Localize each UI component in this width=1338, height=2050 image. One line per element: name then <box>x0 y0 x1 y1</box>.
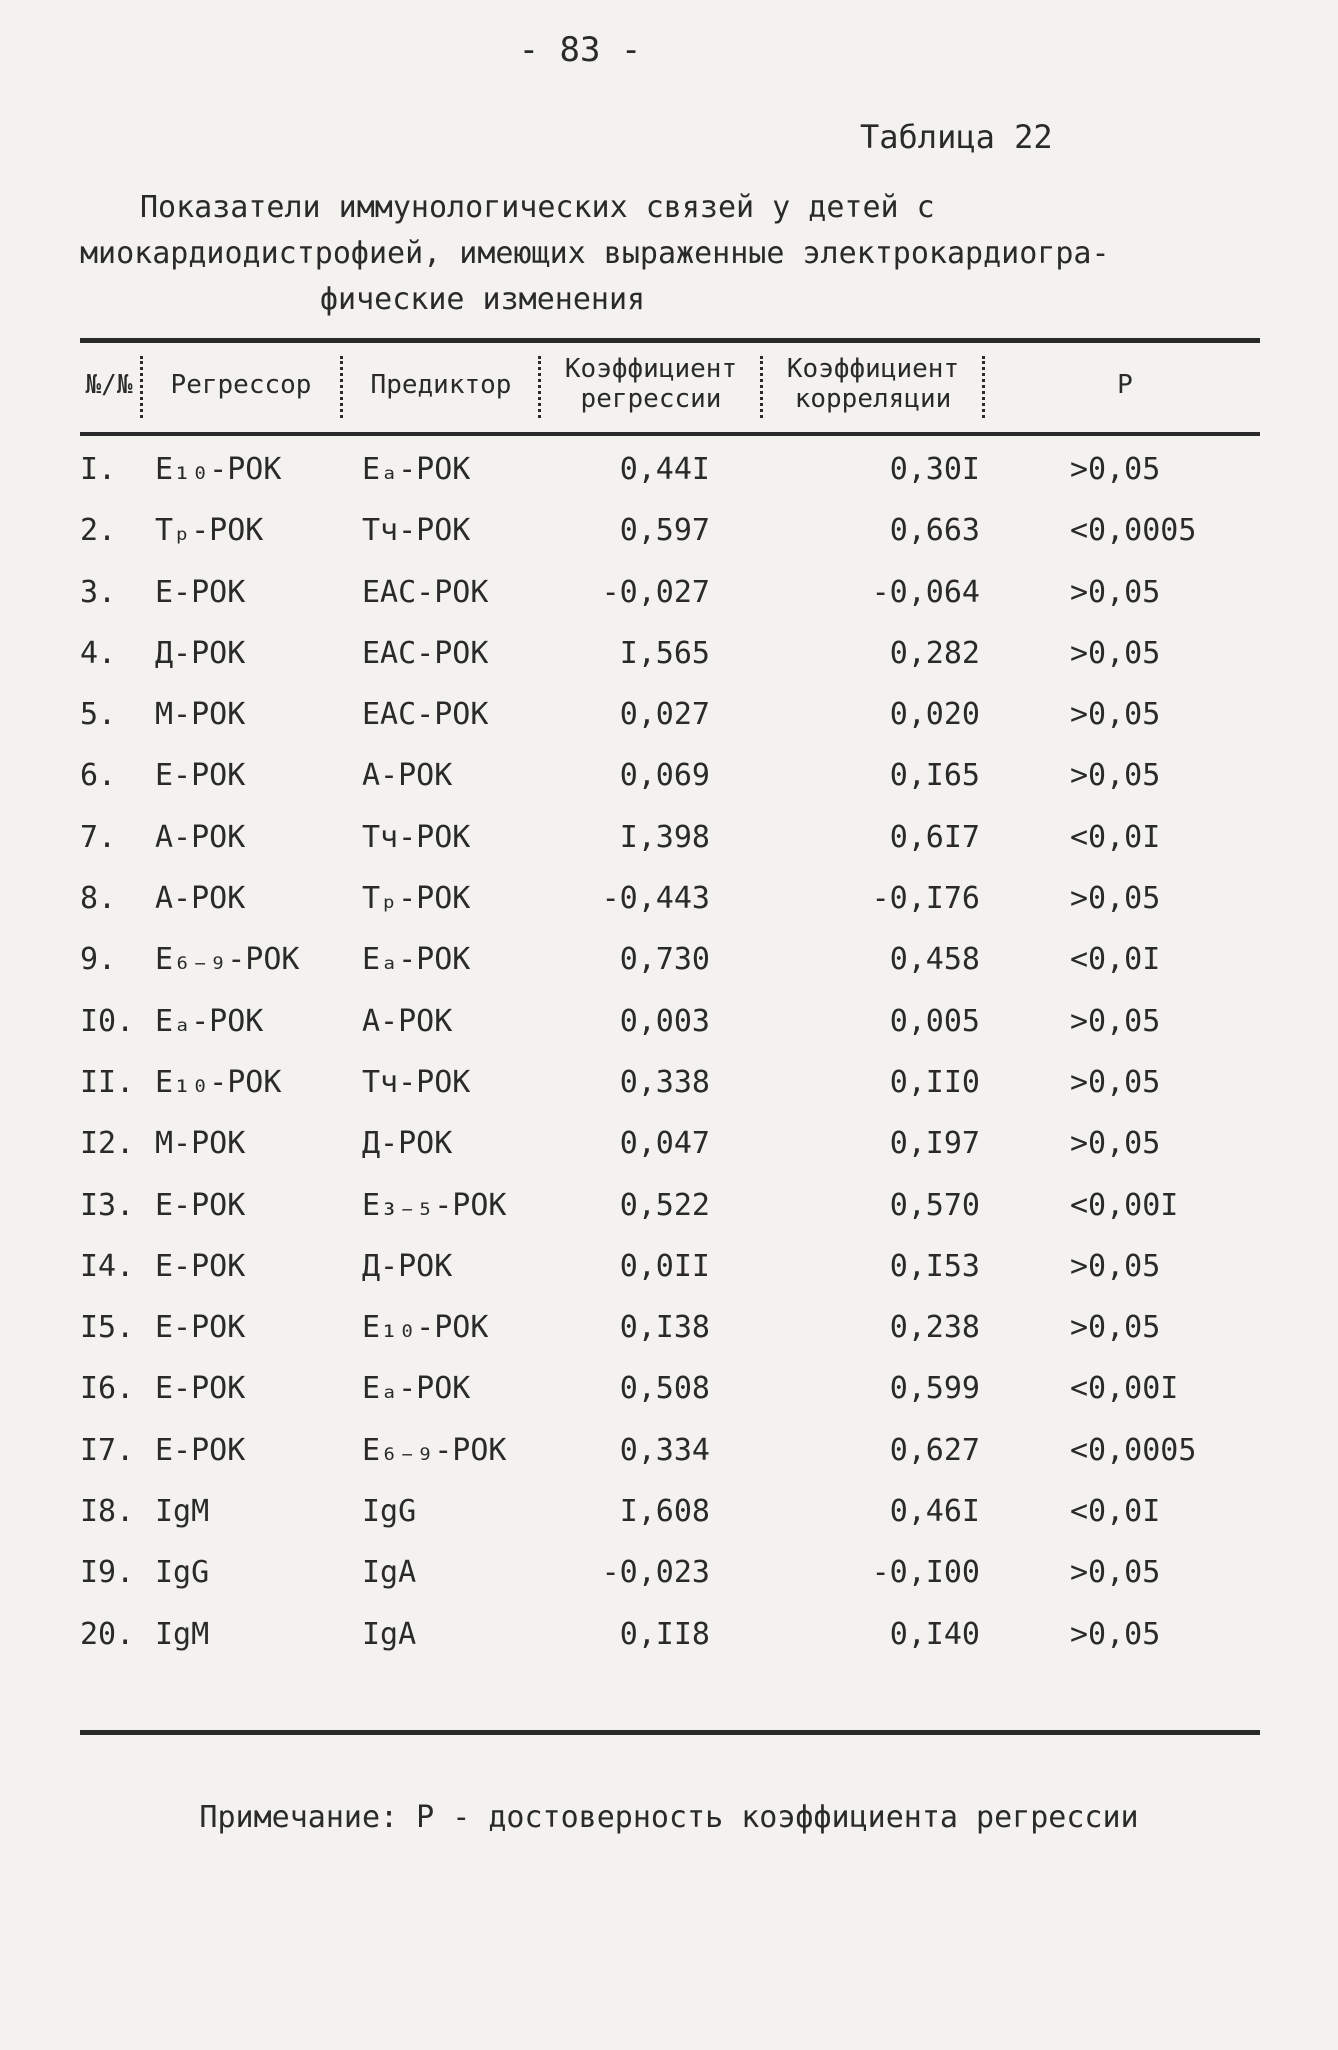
correlation-coef-cell: 0,627 <box>889 1432 980 1468</box>
p-value-cell: >0,05 <box>1070 1064 1161 1100</box>
table-row <box>80 1306 1260 1367</box>
p-value-cell: >0,05 <box>1070 635 1161 671</box>
table-row <box>80 754 1260 815</box>
regression-coef-cell: 0,027 <box>619 697 710 733</box>
row-number: I0. <box>80 1003 135 1039</box>
correlation-coef-cell: 0,663 <box>889 513 980 549</box>
predictor-cell: IgA <box>362 1555 417 1591</box>
table-row <box>80 1184 1260 1245</box>
table-row <box>80 632 1260 693</box>
header-p: Р <box>1117 370 1133 400</box>
header-regression-coef-line1: Коэффициент <box>564 354 738 384</box>
table-row <box>80 877 1260 938</box>
row-number: I9. <box>80 1555 135 1591</box>
header-regression-coef <box>544 354 758 414</box>
table-row <box>80 448 1260 509</box>
regressor-cell: M-РОК <box>155 697 246 733</box>
table-row <box>80 1367 1260 1428</box>
header-correlation-coef <box>766 354 980 414</box>
regression-coef-cell: 0,047 <box>619 1126 710 1162</box>
p-value-cell: >0,05 <box>1070 574 1161 610</box>
correlation-coef-cell: 0,II0 <box>889 1064 980 1100</box>
row-number: 2. <box>80 513 117 549</box>
predictor-cell: Tч-РОК <box>362 1064 471 1100</box>
table-row <box>80 1122 1260 1183</box>
p-value-cell: >0,05 <box>1070 697 1161 733</box>
p-value-cell: <0,0I <box>1070 819 1161 855</box>
correlation-coef-cell: 0,238 <box>889 1310 980 1346</box>
predictor-cell: EAC-РОК <box>362 574 489 610</box>
regression-coef-cell: I,565 <box>619 635 710 671</box>
correlation-coef-cell: 0,I40 <box>889 1616 980 1652</box>
p-value-cell: >0,05 <box>1070 1616 1161 1652</box>
table-caption <box>80 185 1260 323</box>
regression-coef-cell: -0,023 <box>601 1555 710 1591</box>
regression-coef-cell: 0,508 <box>619 1371 710 1407</box>
regressor-cell: E₁₀-РОК <box>155 452 282 487</box>
correlation-coef-cell: 0,005 <box>889 1003 980 1039</box>
header-regressor: Регрессор <box>170 370 312 400</box>
regressor-cell: Eₐ-РОК <box>155 1003 264 1039</box>
regression-coef-cell: I,398 <box>619 819 710 855</box>
p-value-cell: >0,05 <box>1070 1126 1161 1162</box>
predictor-cell: EAC-РОК <box>362 635 489 671</box>
row-number: I5. <box>80 1310 135 1346</box>
p-value-cell: >0,05 <box>1070 1248 1161 1284</box>
regression-coef-cell: 0,44I <box>619 452 710 487</box>
p-value-cell: >0,05 <box>1070 1555 1161 1591</box>
header-num: №/№ <box>85 370 133 400</box>
regression-coef-cell: 0,597 <box>619 513 710 549</box>
table-row <box>80 816 1260 877</box>
header-correlation-coef-line2: корреляции <box>794 384 952 414</box>
row-number: I8. <box>80 1494 135 1530</box>
predictor-cell: A-РОК <box>362 758 453 794</box>
regressor-cell: E-РОК <box>155 1187 246 1223</box>
p-value-cell: >0,05 <box>1070 881 1161 917</box>
correlation-coef-cell: 0,46I <box>889 1494 980 1530</box>
predictor-cell: Eₐ-РОК <box>362 942 471 978</box>
p-value-cell: <0,0I <box>1070 1494 1161 1530</box>
regressor-cell: Д-РОК <box>155 635 246 671</box>
correlation-coef-cell: 0,30I <box>889 452 980 487</box>
predictor-cell: Eₐ-РОК <box>362 1371 471 1407</box>
correlation-coef-cell: -0,064 <box>871 574 980 610</box>
p-value-cell: <0,00I <box>1070 1187 1179 1223</box>
row-number: 8. <box>80 881 117 917</box>
table-header <box>80 346 1260 428</box>
correlation-coef-cell: 0,599 <box>889 1371 980 1407</box>
table-row <box>80 1490 1260 1551</box>
regression-coef-cell: 0,522 <box>619 1187 710 1223</box>
correlation-coef-cell: 0,I97 <box>889 1126 980 1162</box>
regressor-cell: A-РОК <box>155 881 246 917</box>
predictor-cell: Tₚ-РОК <box>362 881 471 917</box>
regressor-cell: M-РОК <box>155 1126 246 1162</box>
p-value-cell: >0,05 <box>1070 1003 1161 1039</box>
regression-coef-cell: -0,027 <box>601 574 710 610</box>
regressor-cell: E-РОК <box>155 758 246 794</box>
predictor-cell: Д-РОК <box>362 1126 453 1162</box>
correlation-coef-cell: 0,I65 <box>889 758 980 794</box>
predictor-cell: E₃₋₅-РОК <box>362 1187 507 1223</box>
predictor-cell: IgA <box>362 1616 417 1652</box>
regression-coef-cell: 0,0II <box>619 1248 710 1284</box>
predictor-cell: Eₐ-РОК <box>362 452 471 487</box>
predictor-cell: Д-РОК <box>362 1248 453 1284</box>
table-row <box>80 509 1260 570</box>
regression-coef-cell: -0,443 <box>601 881 710 917</box>
correlation-coef-cell: -0,I00 <box>871 1555 980 1591</box>
row-number: 9. <box>80 942 117 978</box>
table-row <box>80 1429 1260 1490</box>
regression-coef-cell: 0,003 <box>619 1003 710 1039</box>
correlation-coef-cell: -0,I76 <box>871 881 980 917</box>
row-number: I3. <box>80 1187 135 1223</box>
table-body <box>80 448 1260 1674</box>
regressor-cell: E₆₋₉-РОК <box>155 942 300 978</box>
row-number: 5. <box>80 697 117 733</box>
row-number: II. <box>80 1064 135 1100</box>
caption-line-2: миокардиодистрофией, имеющих выраженные электрокардиогра- <box>80 236 1110 271</box>
page-number: - 83 - <box>518 30 642 70</box>
regressor-cell: E-РОК <box>155 1248 246 1284</box>
table-bottom-rule <box>80 1730 1260 1735</box>
regressor-cell: IgM <box>155 1494 210 1530</box>
predictor-cell: A-РОК <box>362 1003 453 1039</box>
row-number: I2. <box>80 1126 135 1162</box>
p-value-cell: <0,0005 <box>1070 1432 1197 1468</box>
table-row <box>80 1000 1260 1061</box>
row-number: 7. <box>80 819 117 855</box>
row-number: 4. <box>80 635 117 671</box>
regressor-cell: E-РОК <box>155 1371 246 1407</box>
predictor-cell: Tч-РОК <box>362 819 471 855</box>
row-number: I6. <box>80 1371 135 1407</box>
correlation-coef-cell: 0,570 <box>889 1187 980 1223</box>
predictor-cell: E₁₀-РОК <box>362 1310 489 1346</box>
table-row <box>80 1613 1260 1674</box>
regression-coef-cell: 0,338 <box>619 1064 710 1100</box>
table-row <box>80 1551 1260 1612</box>
regressor-cell: E-РОК <box>155 1310 246 1346</box>
predictor-cell: IgG <box>362 1494 417 1530</box>
row-number: 20. <box>80 1616 135 1652</box>
regressor-cell: Tₚ-РОК <box>155 513 264 549</box>
row-number: I. <box>80 452 117 487</box>
p-value-cell: <0,00I <box>1070 1371 1179 1407</box>
table-row <box>80 693 1260 754</box>
correlation-coef-cell: 0,458 <box>889 942 980 978</box>
correlation-coef-cell: 0,020 <box>889 697 980 733</box>
table-top-rule <box>80 338 1260 343</box>
correlation-coef-cell: 0,282 <box>889 635 980 671</box>
table-row <box>80 571 1260 632</box>
regressor-cell: E₁₀-РОК <box>155 1064 282 1100</box>
p-value-cell: <0,0005 <box>1070 513 1197 549</box>
table-row <box>80 1061 1260 1122</box>
table-label: Таблица 22 <box>860 118 1053 156</box>
row-number: 6. <box>80 758 117 794</box>
regressor-cell: IgG <box>155 1555 210 1591</box>
table-row <box>80 938 1260 999</box>
regression-coef-cell: 0,069 <box>619 758 710 794</box>
table-row <box>80 1245 1260 1306</box>
table-header-rule <box>80 432 1260 436</box>
table-footnote: Примечание: Р - достоверность коэффициента регрессии <box>199 1800 1139 1835</box>
regressor-cell: E-РОК <box>155 1432 246 1468</box>
correlation-coef-cell: 0,6I7 <box>889 819 980 855</box>
caption-line-1: Показатели иммунологических связей у детей с <box>140 190 935 225</box>
p-value-cell: <0,0I <box>1070 942 1161 978</box>
p-value-cell: >0,05 <box>1070 758 1161 794</box>
regressor-cell: IgM <box>155 1616 210 1652</box>
regression-coef-cell: I,608 <box>619 1494 710 1530</box>
header-separator <box>982 356 989 418</box>
regression-coef-cell: 0,II8 <box>619 1616 710 1652</box>
header-correlation-coef-line1: Коэффициент <box>786 354 960 384</box>
correlation-coef-cell: 0,I53 <box>889 1248 980 1284</box>
predictor-cell: Tч-РОК <box>362 513 471 549</box>
p-value-cell: >0,05 <box>1070 1310 1161 1346</box>
row-number: I7. <box>80 1432 135 1468</box>
header-regression-coef-line2: регрессии <box>580 384 722 414</box>
p-value-cell: >0,05 <box>1070 452 1161 487</box>
regressor-cell: A-РОК <box>155 819 246 855</box>
regression-coef-cell: 0,I38 <box>619 1310 710 1346</box>
predictor-cell: EAC-РОК <box>362 697 489 733</box>
header-predictor: Предиктор <box>370 370 512 400</box>
regression-coef-cell: 0,730 <box>619 942 710 978</box>
regressor-cell: E-РОК <box>155 574 246 610</box>
row-number: I4. <box>80 1248 135 1284</box>
predictor-cell: E₆₋₉-РОК <box>362 1432 507 1468</box>
regression-coef-cell: 0,334 <box>619 1432 710 1468</box>
row-number: 3. <box>80 574 117 610</box>
caption-line-3: фические изменения <box>320 282 646 317</box>
